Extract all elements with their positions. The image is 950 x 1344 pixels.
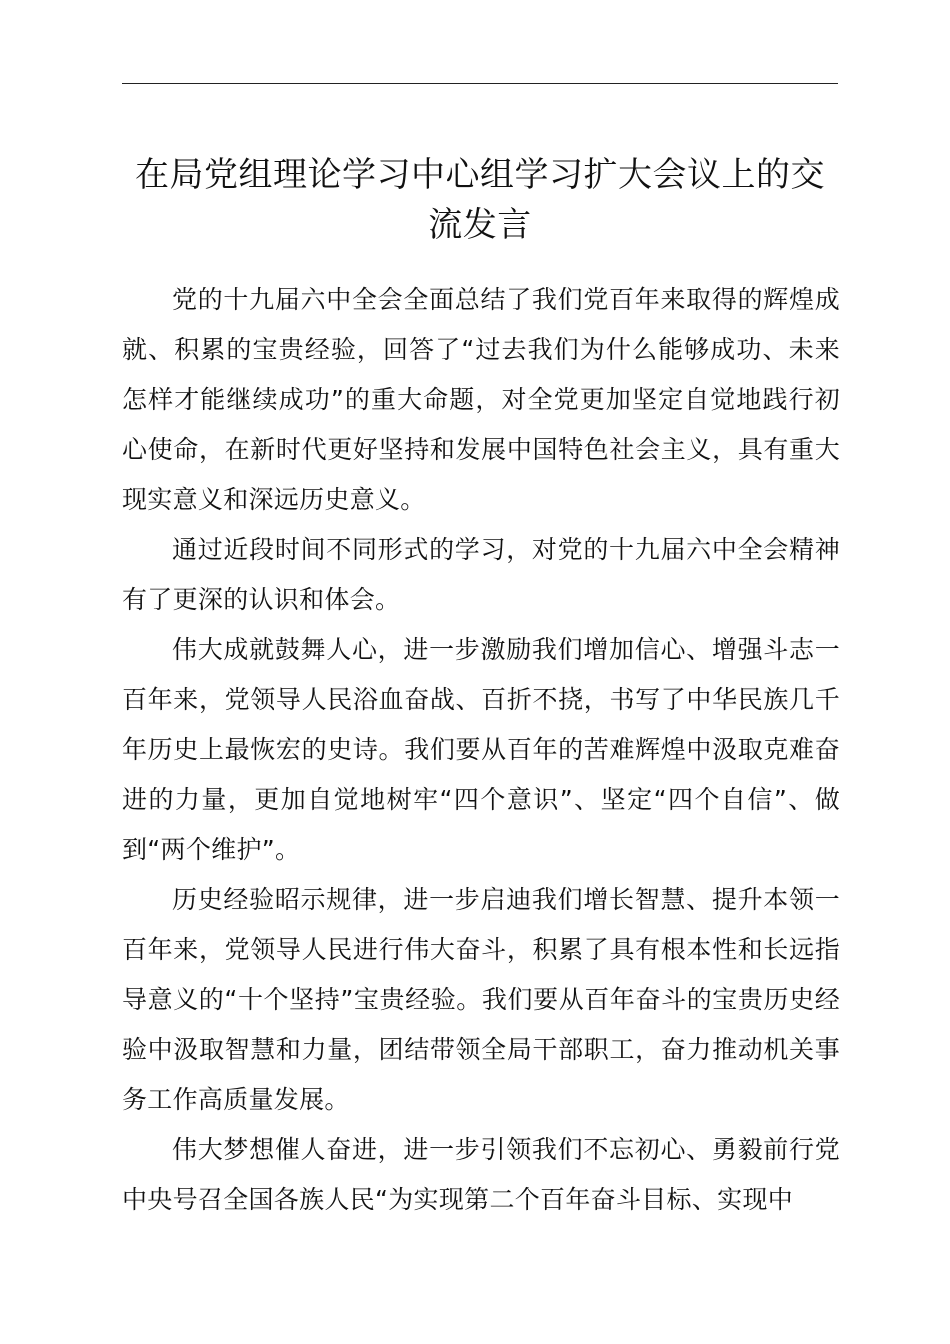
paragraph: 通过近段时间不同形式的学习，对党的十九届六中全会精神有了更深的认识和体会。 (122, 535, 840, 614)
paragraph: 伟大成就鼓舞人心，进一步激励我们增加信心、增强斗志一百年来，党领导人民浴血奋战、百折不挠，书写了中华民族几千年历史上最恢宏的史诗。我们要从百年的苦难辉煌中汲取克难奋进的力量，更加自觉地树牢“四个意识”、坚定“四个自信”、做到“两个维护”。 (122, 635, 840, 864)
header-rule (122, 83, 838, 84)
paragraph: 党的十九届六中全会全面总结了我们党百年来取得的辉煌成就、积累的宝贵经验，回答了“过去我们为什么能够成功、未来怎样才能继续成功”的重大命题，对全党更加坚定自觉地践行初心使命，在新时代更好坚持和发展中国特色社会主义，具有重大现实意义和深远历史意义。 (122, 285, 840, 514)
document-body (122, 275, 840, 1225)
document-title: 在局党组理论学习中心组学习扩大会议上的交流发言 (135, 155, 825, 245)
paragraph: 伟大梦想催人奋进，进一步引领我们不忘初心、勇毅前行党中央号召全国各族人民“为实现第二个百年奋斗目标、实现中 (122, 1135, 840, 1214)
paragraph: 历史经验昭示规律，进一步启迪我们增长智慧、提升本领一百年来，党领导人民进行伟大奋斗，积累了具有根本性和长远指导意义的“十个坚持”宝贵经验。我们要从百年奋斗的宝贵历史经验中汲取智慧和力量，团结带领全局干部职工，奋力推动机关事务工作高质量发展。 (122, 885, 840, 1114)
